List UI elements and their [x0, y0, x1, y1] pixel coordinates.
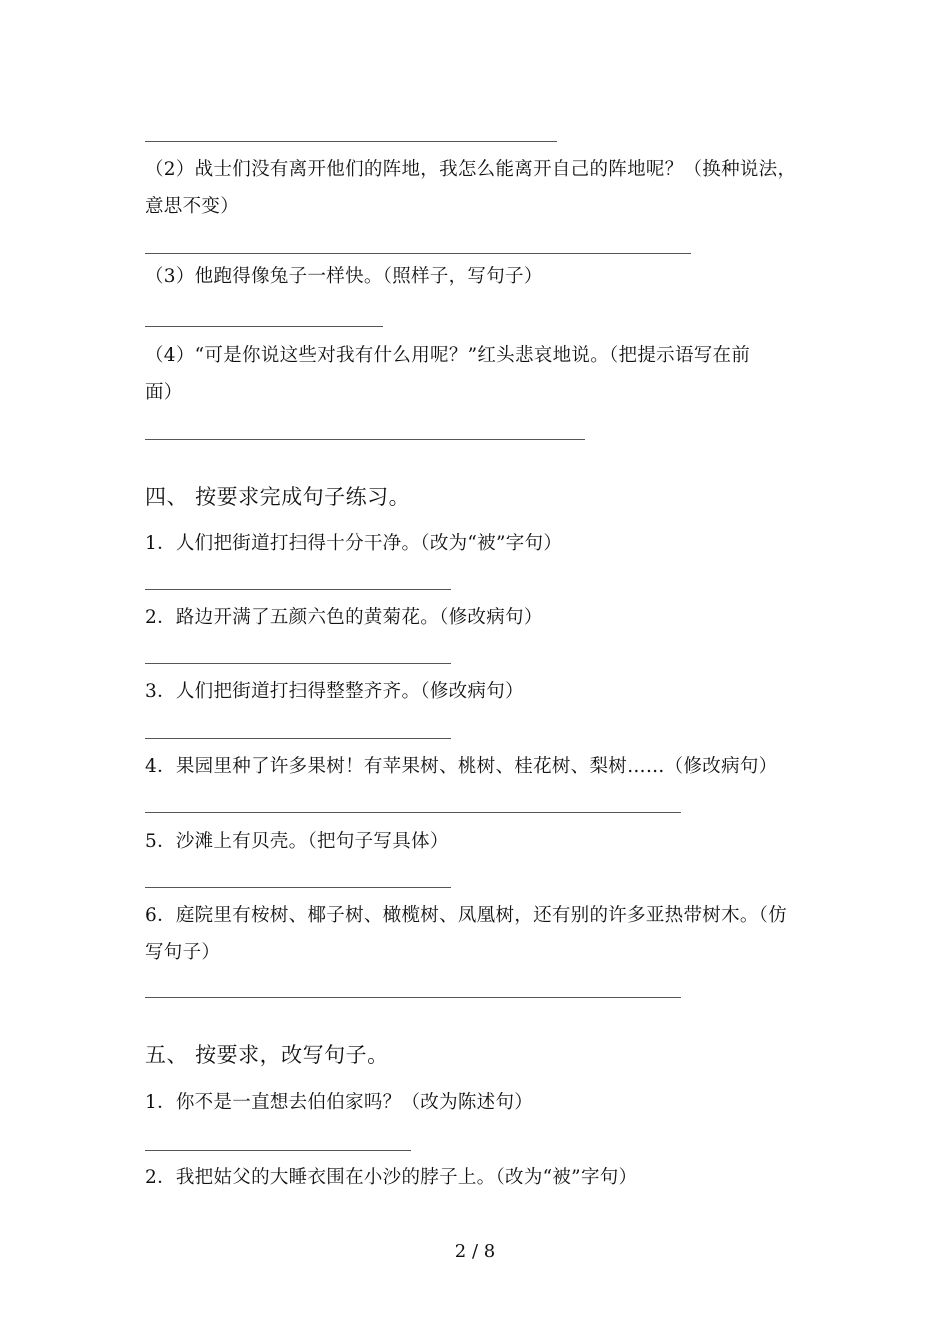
answer-line — [145, 326, 383, 327]
question-text: 2．我把姑父的大睡衣围在小沙的脖子上。（改为“被”字句） — [145, 1167, 638, 1188]
page-number: 2 / 8 — [454, 1241, 496, 1262]
question-text: （2）战士们没有离开他们的阵地，我怎么能离开自己的阵地呢？（换种说法， — [145, 159, 797, 180]
answer-line — [145, 253, 691, 254]
question-text: 4．果园里种了许多果树！有苹果树、桃树、桂花树、梨树……（修改病句） — [145, 756, 778, 777]
answer-line — [145, 141, 557, 142]
question-text-cont: 意思不变） — [145, 196, 240, 217]
answer-line — [145, 812, 681, 813]
answer-line — [145, 589, 451, 590]
question-text-cont: 写句子） — [145, 942, 221, 963]
question-text: 6．庭院里有桉树、椰子树、橄榄树、凤凰树，还有别的许多亚热带树木。（仿 — [145, 905, 788, 926]
question-text: 1．人们把街道打扫得十分干净。（改为“被”字句） — [145, 533, 563, 554]
answer-line — [145, 663, 451, 664]
answer-line — [145, 439, 585, 440]
answer-line — [145, 887, 451, 888]
question-text: 2．路边开满了五颜六色的黄菊花。（修改病句） — [145, 607, 543, 628]
answer-line — [145, 997, 681, 998]
question-text: 1．你不是一直想去伯伯家吗？（改为陈述句） — [145, 1092, 534, 1113]
question-text: 3．人们把街道打扫得整整齐齐。（修改病句） — [145, 681, 524, 702]
answer-line — [145, 1150, 411, 1151]
section-heading: 五、 按要求，改写句子。 — [145, 1043, 389, 1067]
question-text: （4）“可是你说这些对我有什么用呢？”红头悲哀地说。（把提示语写在前 — [145, 345, 751, 366]
question-text: 5．沙滩上有贝壳。（把句子写具体） — [145, 831, 449, 852]
section-heading: 四、 按要求完成句子练习。 — [145, 485, 411, 509]
question-text: （3）他跑得像兔子一样快。（照样子，写句子） — [145, 266, 543, 287]
answer-line — [145, 738, 451, 739]
question-text-cont: 面） — [145, 382, 183, 403]
